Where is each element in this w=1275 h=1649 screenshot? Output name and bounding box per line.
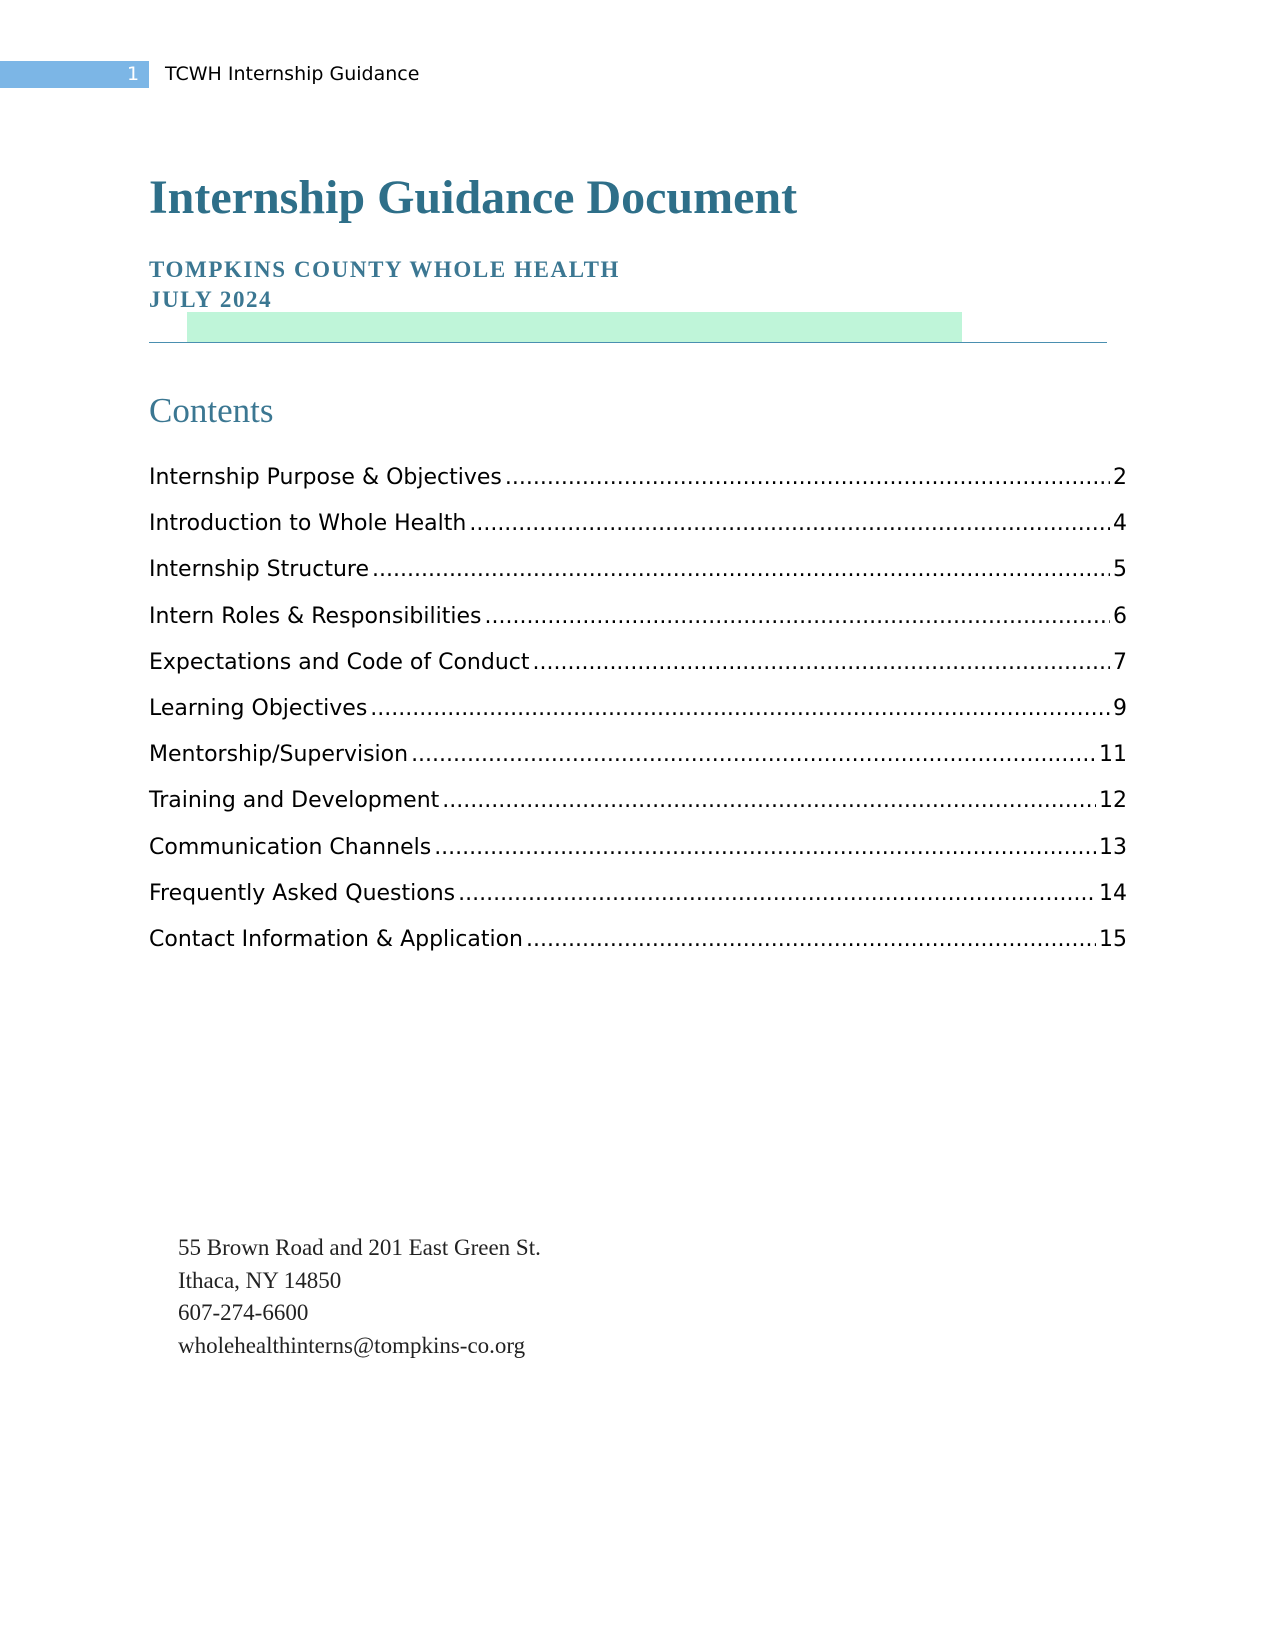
date-subtitle: JULY 2024	[149, 287, 273, 312]
toc-leader-dots	[411, 742, 1096, 767]
contents-heading: Contents	[149, 391, 274, 430]
table-of-contents	[149, 465, 1127, 973]
toc-entry-label: Frequently Asked Questions	[149, 880, 456, 906]
toc-entry-page: 7	[1113, 649, 1127, 675]
email-address[interactable]: wholehealthinterns@tompkins-co.org	[178, 1332, 526, 1358]
title-divider	[149, 342, 1107, 343]
toc-entry-label: Intern Roles & Responsibilities	[149, 603, 482, 629]
toc-entry-label: Mentorship/Supervision	[149, 742, 409, 768]
address-block	[178, 1232, 541, 1362]
toc-entry-label: Expectations and Code of Conduct	[149, 649, 530, 675]
toc-entry[interactable]	[149, 696, 1127, 742]
toc-entry-page: 12	[1099, 788, 1127, 814]
toc-entry-page: 11	[1099, 742, 1127, 768]
toc-entry-label: Contact Information & Application	[149, 926, 523, 952]
toc-entry-page: 13	[1099, 834, 1127, 860]
running-header-title: TCWH Internship Guidance	[165, 63, 420, 85]
toc-entry[interactable]	[149, 835, 1127, 881]
toc-leader-dots	[434, 835, 1096, 860]
toc-entry-label: Training and Development	[149, 788, 440, 814]
street-address: 55 Brown Road and 201 East Green St.	[178, 1235, 541, 1260]
toc-entry-page: 6	[1113, 603, 1127, 629]
toc-leader-dots	[533, 650, 1110, 675]
organization-subtitle: TOMPKINS COUNTY WHOLE HEALTH	[149, 257, 621, 282]
toc-leader-dots	[442, 788, 1096, 813]
toc-entry-page: 2	[1113, 465, 1127, 490]
toc-entry[interactable]	[149, 742, 1127, 788]
toc-entry[interactable]	[149, 650, 1127, 696]
document-title: Internship Guidance Document	[149, 171, 798, 224]
toc-entry-label: Internship Structure	[149, 557, 370, 583]
toc-entry[interactable]	[149, 557, 1127, 603]
toc-entry[interactable]	[149, 927, 1127, 973]
toc-leader-dots	[458, 881, 1096, 906]
toc-entry-page: 14	[1099, 880, 1127, 906]
toc-entry-label: Learning Objectives	[149, 695, 368, 721]
toc-leader-dots	[484, 604, 1110, 629]
page-number: 1	[126, 63, 140, 85]
toc-leader-dots	[469, 511, 1110, 536]
toc-leader-dots	[526, 927, 1096, 952]
toc-entry[interactable]	[149, 511, 1127, 557]
toc-leader-dots	[505, 465, 1110, 490]
toc-entry[interactable]	[149, 465, 1127, 511]
toc-entry-label: Communication Channels	[149, 834, 432, 860]
city-state-zip: Ithaca, NY 14850	[178, 1267, 342, 1293]
highlighted-placeholder	[187, 312, 962, 342]
toc-entry-page: 4	[1113, 511, 1127, 537]
toc-entry-page: 15	[1099, 926, 1127, 952]
toc-entry-label: Internship Purpose & Objectives	[149, 465, 502, 490]
toc-entry-label: Introduction to Whole Health	[149, 511, 467, 537]
toc-entry[interactable]	[149, 881, 1127, 927]
toc-entry-page: 5	[1113, 557, 1127, 583]
phone-number[interactable]: 607-274-6600	[178, 1300, 309, 1325]
toc-entry[interactable]	[149, 604, 1127, 650]
toc-leader-dots	[372, 557, 1110, 582]
toc-entry[interactable]	[149, 788, 1127, 834]
toc-entry-page: 9	[1113, 695, 1127, 721]
toc-leader-dots	[370, 696, 1110, 721]
